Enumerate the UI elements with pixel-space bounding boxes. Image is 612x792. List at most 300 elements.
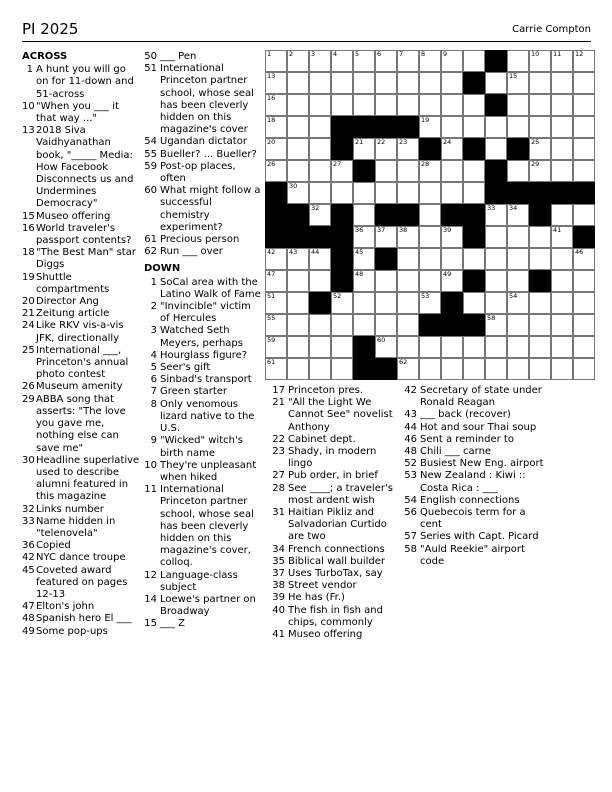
grid-cell[interactable] bbox=[331, 358, 353, 380]
grid-block bbox=[353, 358, 375, 380]
clue-number: 48 bbox=[22, 613, 35, 625]
grid-cell[interactable] bbox=[419, 248, 441, 270]
grid-cell[interactable] bbox=[331, 336, 353, 358]
grid-cell[interactable] bbox=[331, 292, 353, 314]
clue-text: Biblical wall builder bbox=[288, 555, 386, 567]
grid-cell[interactable] bbox=[485, 116, 507, 138]
grid-cell[interactable] bbox=[287, 248, 309, 270]
grid-cell[interactable] bbox=[551, 50, 573, 72]
clue-item bbox=[22, 101, 140, 125]
grid-cell[interactable] bbox=[375, 270, 397, 292]
grid-cell[interactable] bbox=[573, 94, 595, 116]
grid-cell[interactable] bbox=[287, 160, 309, 182]
grid-cell[interactable] bbox=[573, 160, 595, 182]
grid-cell[interactable] bbox=[441, 358, 463, 380]
clue-text: SoCal area with the Latino Walk of Fame bbox=[160, 276, 261, 300]
cell-number: 55 bbox=[267, 314, 276, 322]
grid-block bbox=[441, 292, 463, 314]
grid-cell[interactable] bbox=[441, 226, 463, 248]
grid-cell[interactable] bbox=[485, 358, 507, 380]
grid-cell[interactable] bbox=[529, 358, 551, 380]
grid-cell[interactable] bbox=[375, 94, 397, 116]
grid-cell[interactable] bbox=[265, 50, 287, 72]
cell-number: 3 bbox=[311, 50, 316, 58]
grid-cell[interactable] bbox=[397, 182, 419, 204]
grid-block bbox=[463, 226, 485, 248]
grid-cell[interactable] bbox=[353, 138, 375, 160]
grid-cell[interactable] bbox=[265, 116, 287, 138]
grid-cell[interactable] bbox=[551, 248, 573, 270]
grid-cell[interactable] bbox=[397, 94, 419, 116]
cell-number: 41 bbox=[553, 226, 562, 234]
clue-item bbox=[22, 540, 140, 552]
grid-cell[interactable] bbox=[529, 116, 551, 138]
grid-cell[interactable] bbox=[573, 292, 595, 314]
clue-text: Loewe's partner on Broadway bbox=[160, 593, 256, 618]
grid-cell[interactable] bbox=[265, 336, 287, 358]
grid-cell[interactable] bbox=[375, 138, 397, 160]
grid-cell[interactable] bbox=[375, 182, 397, 204]
clue-number: 41 bbox=[272, 629, 285, 641]
grid-cell[interactable] bbox=[463, 336, 485, 358]
grid-cell[interactable] bbox=[265, 358, 287, 380]
grid-cell[interactable] bbox=[419, 358, 441, 380]
clue-text: Only venomous lizard native to the U.S. bbox=[160, 398, 255, 435]
grid-cell[interactable] bbox=[551, 204, 573, 226]
grid-cell[interactable] bbox=[375, 292, 397, 314]
cell-number: 53 bbox=[421, 292, 430, 300]
clue-text: A hunt you will go on for 11-down and 51-across bbox=[36, 64, 134, 100]
clue-text: Language-class subject bbox=[160, 569, 238, 593]
cell-number: 8 bbox=[421, 50, 426, 58]
grid-cell[interactable] bbox=[397, 270, 419, 292]
clue-item bbox=[144, 136, 262, 148]
clue-item bbox=[22, 320, 140, 344]
grid-cell[interactable] bbox=[309, 116, 331, 138]
clue-text: International ___, Princeton's annual photo contest bbox=[36, 344, 129, 381]
clue-text: World traveler's passport contents? bbox=[36, 222, 132, 247]
grid-cell[interactable] bbox=[507, 336, 529, 358]
clue-text: Headline superlative used to describe alumni featured in this magazine bbox=[36, 454, 140, 503]
grid-cell[interactable] bbox=[331, 182, 353, 204]
grid-cell[interactable] bbox=[441, 248, 463, 270]
grid-cell[interactable] bbox=[573, 72, 595, 94]
grid-block bbox=[265, 182, 287, 204]
cell-number: 33 bbox=[487, 204, 496, 212]
grid-cell[interactable] bbox=[551, 226, 573, 248]
grid-cell[interactable] bbox=[331, 314, 353, 336]
cell-number: 51 bbox=[267, 292, 276, 300]
grid-cell[interactable] bbox=[287, 72, 309, 94]
cell-number: 16 bbox=[267, 94, 276, 102]
grid-cell[interactable] bbox=[529, 160, 551, 182]
grid-cell[interactable] bbox=[353, 204, 375, 226]
cell-number: 48 bbox=[355, 270, 364, 278]
grid-cell[interactable] bbox=[419, 292, 441, 314]
grid-block bbox=[331, 226, 353, 248]
grid-cell[interactable] bbox=[507, 358, 529, 380]
clue-text: Shuttle compartments bbox=[36, 271, 110, 295]
grid-block bbox=[375, 204, 397, 226]
grid-cell[interactable] bbox=[287, 314, 309, 336]
cell-number: 1 bbox=[267, 50, 272, 58]
grid-cell[interactable] bbox=[309, 72, 331, 94]
grid-cell[interactable] bbox=[419, 204, 441, 226]
grid-cell[interactable] bbox=[287, 94, 309, 116]
cell-number: 4 bbox=[333, 50, 338, 58]
grid-cell[interactable] bbox=[463, 160, 485, 182]
grid-cell[interactable] bbox=[507, 292, 529, 314]
grid-cell[interactable] bbox=[441, 336, 463, 358]
clue-number: 55 bbox=[144, 148, 157, 160]
grid-cell[interactable] bbox=[529, 314, 551, 336]
grid-cell[interactable] bbox=[485, 270, 507, 292]
grid-cell[interactable] bbox=[529, 336, 551, 358]
grid-cell[interactable] bbox=[287, 358, 309, 380]
grid-block bbox=[463, 314, 485, 336]
grid-cell[interactable] bbox=[551, 314, 573, 336]
grid-cell[interactable] bbox=[353, 314, 375, 336]
grid-cell[interactable] bbox=[309, 358, 331, 380]
grid-cell[interactable] bbox=[375, 72, 397, 94]
clue-number: 62 bbox=[144, 246, 157, 258]
clue-number: 61 bbox=[144, 234, 157, 246]
grid-cell[interactable] bbox=[573, 116, 595, 138]
grid-cell[interactable] bbox=[375, 336, 397, 358]
grid-cell[interactable] bbox=[265, 72, 287, 94]
clue-item bbox=[404, 544, 544, 568]
clue-number: 43 bbox=[404, 409, 417, 421]
grid-cell[interactable] bbox=[287, 182, 309, 204]
grid-cell[interactable] bbox=[441, 270, 463, 292]
clue-item bbox=[22, 211, 140, 223]
grid-cell[interactable] bbox=[573, 248, 595, 270]
clue-text: Museo offering bbox=[36, 210, 111, 222]
grid-cell[interactable] bbox=[529, 72, 551, 94]
grid-cell[interactable] bbox=[573, 336, 595, 358]
grid-cell[interactable] bbox=[507, 314, 529, 336]
grid-cell[interactable] bbox=[397, 358, 419, 380]
cell-number: 45 bbox=[355, 248, 364, 256]
grid-cell[interactable] bbox=[551, 116, 573, 138]
grid-cell[interactable] bbox=[419, 270, 441, 292]
clue-item bbox=[404, 531, 544, 543]
grid-cell[interactable] bbox=[397, 226, 419, 248]
clue-number: 53 bbox=[404, 470, 417, 482]
grid-cell[interactable] bbox=[551, 292, 573, 314]
clue-text: Copied bbox=[36, 540, 71, 552]
grid-cell[interactable] bbox=[397, 160, 419, 182]
grid-cell[interactable] bbox=[573, 50, 595, 72]
clue-number: 15 bbox=[22, 210, 35, 222]
clue-number: 47 bbox=[22, 601, 35, 613]
grid-cell[interactable] bbox=[309, 160, 331, 182]
clue-number: 12 bbox=[144, 569, 157, 581]
clue-item bbox=[22, 565, 140, 602]
clue-item bbox=[272, 397, 402, 434]
clue-text: International Princeton partner school, whose seal has been cleverly hidden on this magazine's cover bbox=[160, 63, 254, 136]
grid-cell[interactable] bbox=[397, 248, 419, 270]
clue-item bbox=[404, 470, 544, 494]
grid-cell[interactable] bbox=[551, 72, 573, 94]
grid-cell[interactable] bbox=[287, 292, 309, 314]
clue-text: Street vendor bbox=[288, 580, 357, 592]
grid-cell[interactable] bbox=[507, 94, 529, 116]
grid-cell[interactable] bbox=[397, 138, 419, 160]
grid-cell[interactable] bbox=[287, 50, 309, 72]
grid-cell[interactable] bbox=[441, 182, 463, 204]
cell-number: 58 bbox=[487, 314, 496, 322]
grid-cell[interactable] bbox=[441, 160, 463, 182]
grid-cell[interactable] bbox=[309, 138, 331, 160]
cell-number: 11 bbox=[553, 50, 562, 58]
grid-cell[interactable] bbox=[529, 292, 551, 314]
clue-text: Watched Seth Meyers, perhaps bbox=[160, 325, 243, 349]
clue-number: 31 bbox=[272, 507, 285, 519]
clue-text: Links number bbox=[36, 503, 104, 515]
clue-text: NYC dance troupe bbox=[36, 552, 126, 564]
clue-number: 54 bbox=[404, 494, 417, 506]
grid-cell[interactable] bbox=[507, 72, 529, 94]
grid-cell[interactable] bbox=[463, 116, 485, 138]
grid-cell[interactable] bbox=[309, 314, 331, 336]
header-divider bbox=[22, 41, 591, 42]
grid-cell[interactable] bbox=[287, 270, 309, 292]
grid-cell[interactable] bbox=[485, 72, 507, 94]
clue-item bbox=[272, 568, 402, 580]
grid-cell[interactable] bbox=[441, 138, 463, 160]
grid-cell[interactable] bbox=[397, 292, 419, 314]
grid-cell[interactable] bbox=[529, 226, 551, 248]
clue-text: Name hidden in "telenovela" bbox=[36, 515, 116, 539]
grid-cell[interactable] bbox=[551, 94, 573, 116]
grid-cell[interactable] bbox=[309, 50, 331, 72]
grid-block bbox=[309, 226, 331, 248]
grid-cell[interactable] bbox=[331, 72, 353, 94]
grid-cell[interactable] bbox=[419, 160, 441, 182]
clue-number: 60 bbox=[144, 185, 157, 197]
grid-cell[interactable] bbox=[507, 270, 529, 292]
grid-cell[interactable] bbox=[375, 160, 397, 182]
grid-cell[interactable] bbox=[463, 292, 485, 314]
grid-cell[interactable] bbox=[265, 160, 287, 182]
grid-cell[interactable] bbox=[529, 50, 551, 72]
grid-block bbox=[507, 138, 529, 160]
clue-item bbox=[272, 507, 402, 544]
grid-cell[interactable] bbox=[551, 358, 573, 380]
grid-cell[interactable] bbox=[507, 204, 529, 226]
clue-item bbox=[272, 580, 402, 592]
grid-cell[interactable] bbox=[441, 50, 463, 72]
clue-text: ___ back (recover) bbox=[420, 409, 511, 421]
grid-cell[interactable] bbox=[463, 182, 485, 204]
grid-cell[interactable] bbox=[441, 94, 463, 116]
grid-cell[interactable] bbox=[573, 270, 595, 292]
grid-cell[interactable] bbox=[353, 182, 375, 204]
grid-block bbox=[265, 226, 287, 248]
grid-cell[interactable] bbox=[485, 292, 507, 314]
clue-item bbox=[22, 552, 140, 564]
grid-cell[interactable] bbox=[397, 50, 419, 72]
grid-cell[interactable] bbox=[397, 336, 419, 358]
grid-cell[interactable] bbox=[463, 50, 485, 72]
clue-item bbox=[22, 223, 140, 247]
grid-cell[interactable] bbox=[441, 72, 463, 94]
clue-number: 1 bbox=[150, 276, 157, 288]
clue-item bbox=[404, 458, 544, 470]
clue-number: 40 bbox=[272, 604, 285, 616]
clue-number: 8 bbox=[150, 398, 157, 410]
clue-item bbox=[22, 64, 140, 101]
cell-number: 9 bbox=[443, 50, 448, 58]
clue-item bbox=[144, 234, 262, 246]
grid-cell[interactable] bbox=[353, 94, 375, 116]
cell-number: 21 bbox=[355, 138, 364, 146]
clue-item bbox=[22, 296, 140, 308]
clue-item bbox=[144, 161, 262, 185]
grid-cell[interactable] bbox=[463, 358, 485, 380]
clue-number: 23 bbox=[272, 446, 285, 458]
grid-block bbox=[463, 72, 485, 94]
clue-text: "Wicked" witch's birth name bbox=[160, 435, 243, 459]
grid-cell[interactable] bbox=[485, 314, 507, 336]
clue-number: 36 bbox=[22, 540, 35, 552]
grid-cell[interactable] bbox=[419, 50, 441, 72]
cell-number: 7 bbox=[399, 50, 404, 58]
grid-cell[interactable] bbox=[419, 226, 441, 248]
clue-text: Precious person bbox=[160, 234, 240, 246]
grid-cell[interactable] bbox=[265, 292, 287, 314]
clue-number: 38 bbox=[272, 580, 285, 592]
grid-cell[interactable] bbox=[397, 72, 419, 94]
grid-cell[interactable] bbox=[551, 336, 573, 358]
grid-cell[interactable] bbox=[265, 94, 287, 116]
grid-cell[interactable] bbox=[507, 248, 529, 270]
grid-cell[interactable] bbox=[265, 248, 287, 270]
grid-cell[interactable] bbox=[265, 138, 287, 160]
grid-cell[interactable] bbox=[419, 94, 441, 116]
grid-cell[interactable] bbox=[375, 50, 397, 72]
clue-item bbox=[144, 246, 262, 258]
grid-cell[interactable] bbox=[507, 50, 529, 72]
grid-cell[interactable] bbox=[309, 336, 331, 358]
grid-cell[interactable] bbox=[507, 226, 529, 248]
clue-item bbox=[272, 544, 402, 556]
grid-block bbox=[573, 226, 595, 248]
grid-cell[interactable] bbox=[375, 314, 397, 336]
clue-number: 51 bbox=[144, 63, 157, 75]
grid-cell[interactable] bbox=[485, 336, 507, 358]
grid-cell[interactable] bbox=[419, 182, 441, 204]
clue-item bbox=[22, 272, 140, 296]
grid-cell[interactable] bbox=[485, 138, 507, 160]
grid-cell[interactable] bbox=[485, 226, 507, 248]
grid-cell[interactable] bbox=[485, 204, 507, 226]
grid-cell[interactable] bbox=[463, 94, 485, 116]
grid-cell[interactable] bbox=[551, 138, 573, 160]
clue-item bbox=[272, 483, 402, 507]
grid-cell[interactable] bbox=[529, 94, 551, 116]
grid-cell[interactable] bbox=[419, 336, 441, 358]
grid-block bbox=[375, 248, 397, 270]
grid-cell[interactable] bbox=[353, 270, 375, 292]
clue-item bbox=[144, 325, 262, 349]
grid-cell[interactable] bbox=[419, 116, 441, 138]
cell-number: 6 bbox=[377, 50, 382, 58]
grid-cell[interactable] bbox=[353, 248, 375, 270]
grid-cell[interactable] bbox=[573, 204, 595, 226]
grid-cell[interactable] bbox=[331, 50, 353, 72]
clue-number: 59 bbox=[144, 160, 157, 172]
grid-cell[interactable] bbox=[353, 72, 375, 94]
grid-cell[interactable] bbox=[353, 292, 375, 314]
clue-number: 4 bbox=[150, 349, 157, 361]
clue-number: 58 bbox=[404, 543, 417, 555]
grid-cell[interactable] bbox=[397, 314, 419, 336]
clue-item bbox=[144, 399, 262, 436]
grid-cell[interactable] bbox=[573, 138, 595, 160]
clue-number: 45 bbox=[22, 564, 35, 576]
grid-cell[interactable] bbox=[309, 204, 331, 226]
grid-cell[interactable] bbox=[265, 314, 287, 336]
grid-cell[interactable] bbox=[551, 160, 573, 182]
grid-cell[interactable] bbox=[353, 50, 375, 72]
clue-text: Run ___ over bbox=[160, 246, 223, 258]
clue-number: 32 bbox=[22, 503, 35, 515]
grid-cell[interactable] bbox=[265, 270, 287, 292]
grid-cell[interactable] bbox=[573, 358, 595, 380]
clue-item bbox=[144, 484, 262, 569]
grid-block bbox=[331, 138, 353, 160]
grid-cell[interactable] bbox=[331, 94, 353, 116]
grid-cell[interactable] bbox=[485, 248, 507, 270]
grid-cell[interactable] bbox=[309, 270, 331, 292]
cell-number: 12 bbox=[575, 50, 584, 58]
grid-cell[interactable] bbox=[441, 116, 463, 138]
grid-cell[interactable] bbox=[551, 270, 573, 292]
clue-number: 25 bbox=[22, 344, 35, 356]
grid-cell[interactable] bbox=[287, 138, 309, 160]
grid-cell[interactable] bbox=[507, 116, 529, 138]
clue-item bbox=[144, 149, 262, 161]
grid-block bbox=[441, 314, 463, 336]
grid-cell[interactable] bbox=[309, 182, 331, 204]
grid-cell[interactable] bbox=[287, 336, 309, 358]
cell-number: 22 bbox=[377, 138, 386, 146]
grid-cell[interactable] bbox=[529, 138, 551, 160]
clue-number: 15 bbox=[144, 618, 157, 630]
grid-cell[interactable] bbox=[573, 314, 595, 336]
grid-cell[interactable] bbox=[331, 160, 353, 182]
grid-cell[interactable] bbox=[353, 226, 375, 248]
grid-cell[interactable] bbox=[375, 226, 397, 248]
cell-number: 20 bbox=[267, 138, 276, 146]
cell-number: 30 bbox=[289, 182, 298, 190]
clue-text: Hourglass figure? bbox=[160, 349, 248, 361]
clue-text: International Princeton partner school, whose seal has been cleverly hidden on this magazine's cover, colloq. bbox=[160, 484, 254, 569]
grid-block bbox=[353, 160, 375, 182]
grid-cell[interactable] bbox=[309, 94, 331, 116]
grid-cell[interactable] bbox=[309, 248, 331, 270]
grid-cell[interactable] bbox=[529, 248, 551, 270]
grid-cell[interactable] bbox=[463, 248, 485, 270]
grid-block bbox=[353, 116, 375, 138]
grid-cell[interactable] bbox=[287, 116, 309, 138]
clue-item bbox=[144, 185, 262, 234]
grid-cell[interactable] bbox=[507, 160, 529, 182]
grid-cell[interactable] bbox=[419, 72, 441, 94]
clue-number: 50 bbox=[144, 51, 157, 62]
